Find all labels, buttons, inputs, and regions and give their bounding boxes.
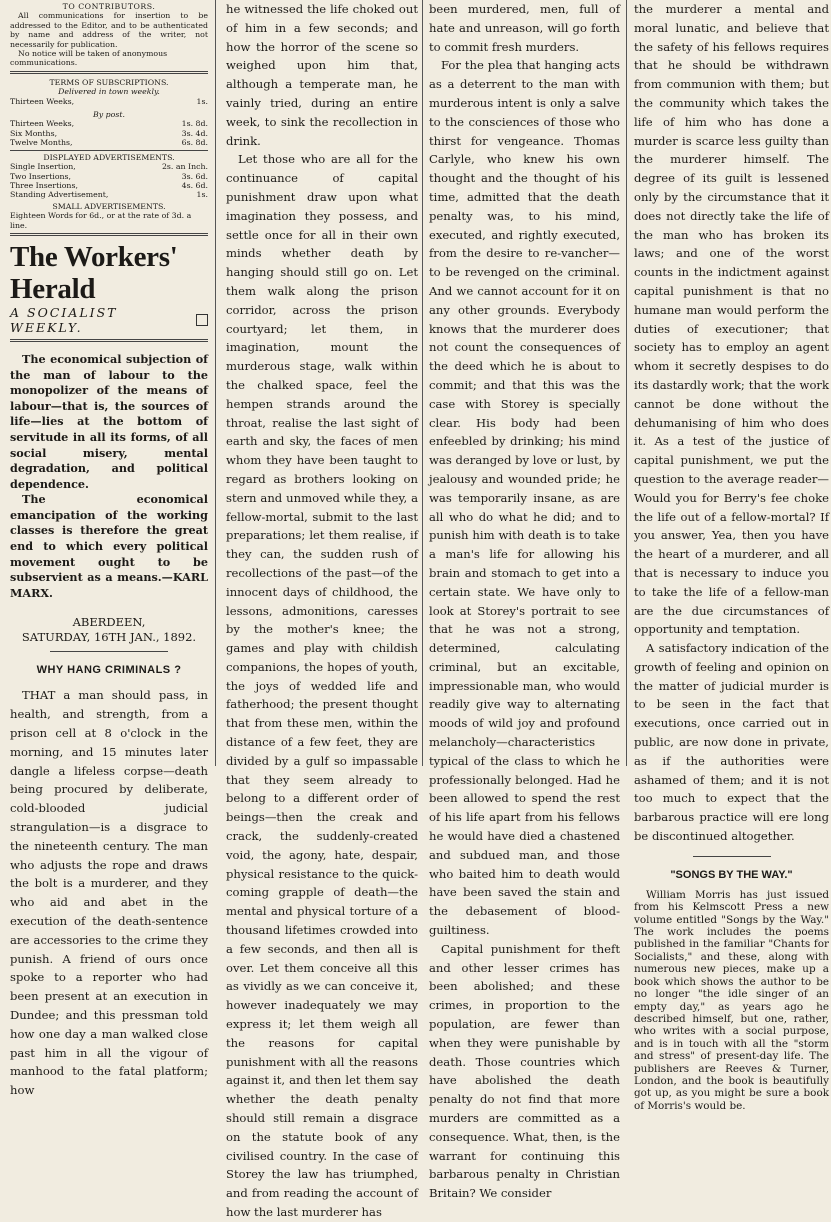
subscriptions-heading: TERMS OF SUBSCRIPTIONS. xyxy=(49,77,169,87)
column-1 xyxy=(0,0,212,1098)
anonymous-notice: No notice will be taken of anonymous communications. xyxy=(10,49,168,68)
rate-row: Six Months, 3s. 4d. xyxy=(10,128,208,138)
column-4 xyxy=(630,0,831,1112)
masthead-tagline xyxy=(10,305,208,335)
article-text xyxy=(226,0,418,1222)
divider xyxy=(50,651,169,652)
rate-row: Standing Advertisement, 1s. xyxy=(10,190,208,200)
article-paragraph: Capital punishment for theft and other lesser crimes has been abolished; and these crimes, in proportion to the population, are fewer than when they were punishable by death. Those countries which have abolished the death penalty do not find that more murders are committed as a consequence. What, then, is the warrant for continuing this barbarous penalty in Christian Britain? We consider xyxy=(429,941,620,1201)
rate-row: Thirteen Weeks, 1s. xyxy=(10,96,208,106)
masthead-title: The Workers' Herald xyxy=(10,240,178,305)
column-3 xyxy=(425,0,622,1201)
emblem-icon xyxy=(196,314,208,326)
post-heading: By post. xyxy=(93,110,125,120)
column-rule xyxy=(422,0,423,766)
displayed-ads-section xyxy=(10,153,208,230)
subscriptions-section xyxy=(10,78,208,148)
article-text xyxy=(634,0,829,846)
dateline xyxy=(10,615,208,645)
quote-paragraph: The economical emancipation of the working classes is therefore the great end to which every political movement ought to be subservient as a means.—KARL MARX. xyxy=(10,492,208,600)
marx-quote xyxy=(10,352,208,602)
article-paragraph: the murderer a mental and moral lunatic, and believe that the safety of his fellows requires that he should be withdrawn from communion with them; but the community which takes the life of him who has done a murder is scarce less guilty than the murderer himself. The degree of its guilt is lessened only by the circumstance that it does not directly take the life of the man who has broken its laws; and one of the worst counts in the indictment against capital punishment is that no humane man would perform the duties of executioner; that society has to employ an agent whom it secretly despises to do its dastardly work; that the work cannot be done without the dehumanising of him who does it. As a test of the justice of capital punishment, we put the question to the average reader—Would you for Berry's fee choke the life out of a fellow-mortal? If you answer, Yea, then you have the heart of a murderer, and all that is necessary to induce you to take the life of a fellow-man are the due circumstances of opportunity and temptation. xyxy=(634,2,829,637)
divider xyxy=(10,233,208,236)
divider xyxy=(693,856,771,857)
rate-row: Three Insertions, 4s. 6d. xyxy=(10,180,208,190)
subscriptions-subheading: Delivered in town weekly. xyxy=(58,87,160,97)
displayed-ads-heading: DISPLAYED ADVERTISEMENTS. xyxy=(43,152,175,162)
rate-row: Two Insertions, 3s. 6d. xyxy=(10,171,208,181)
songs-review xyxy=(634,889,829,1112)
article-paragraph: he witnessed the life choked out of him in a few seconds; and how the horror of the scene so weighed upon him that, although a temperate man, he vainly tried, during an entire week, to sink the recollection in drink. xyxy=(226,2,418,148)
divider xyxy=(10,150,208,151)
rate-row: Twelve Months, 6s. 8d. xyxy=(10,138,208,148)
divider xyxy=(10,339,208,342)
rate-row: Single Insertion, 2s. an Inch. xyxy=(10,162,208,172)
tagline-text: A SOCIALIST WEEKLY. xyxy=(10,304,118,335)
contributors-section xyxy=(10,2,208,68)
column-rule xyxy=(626,0,627,766)
article-paragraph: Let those who are all for the continuance of capital punishment draw upon what imagination they possess, and settle once for all in their own minds whether death by hanging should still go on. Let them walk along the prison corridor, across the prison courtyard; let them, in imagination, mount the murderous stage, walk within the chalked space, feel the hempen strands around the throat, realise the last sight of earth and sky, the faces of men whom they have been taught to regard as brothers looking on stern and unmoved while they, a fellow-mortal, submit to the last preparations; let them realise, if they can, the sudden rush of recollections of the past—of the innocent days of childhood, the lessons, admonitions, caresses by the mother's knee; the games and play with childish companions, the hopes of youth, the joys of wedded life and fatherhood; the present thought that from these men, within the distance of a few feet, they are divided by a gulf so impassable that they seem already to belong to a different order of beings—then the creak and crack, the suddenly-created void, the agony, hate, despair, physical resistance to the quick-coming grapple of death—the mental and physical torture of a thousand lifetimes crowded into a few seconds, and then all is over. Let them conceive all this as vividly as we can conceive it, however inadequately we may express it; let them weigh all the reasons for capital punishment with all the reasons against it, and then let them say whether the death penalty should still remain a disgrace on the statute book of any civilised country. In the case of Storey the law has triumphed, and from reading the account of how the last murderer has xyxy=(226,152,418,1219)
article-paragraph: For the plea that hanging acts as a deterrent to the man with murderous intent is only a salve to the consciences of those who thirst for vengeance. Thomas Carlyle, who knew his own thought and the thought of his time, admitted that the death penalty was, to his mind, executed, and rightly executed, from the desire to re-vancher—to be revenged on the criminal. And we cannot account for it on any other grounds. Everybody knows that the murderer does not count the consequences of the deed which he is about to commit; and that this was the case with Storey is specially clear. His body had been enfeebled by drinking; his mind was deranged by love or lust, by jealousy and wounded pride; he was temporarily insane, as are all who do what he did; and to punish him with death is to take a man's life for allowing his brain and stomach to get into a certain state. We have only to look at Storey's portrait to see that he was not a strong, determined, calculating criminal, but an excitable, impressionable man, who would readily give way to alternating moods of wild joy and profound melancholy—characteristics typical of the class to which he professionally belonged. Had he been allowed to spend the rest of his life apart from his fellows he would have died a chastened and subdued man, and those who baited him to death would have been saved the stain and the debasement of blood-guiltiness. xyxy=(429,58,620,938)
article-text xyxy=(429,0,620,1203)
contributors-heading: TO CONTRIBUTORS. xyxy=(62,2,156,11)
contributors-notice: All communications for insertion to be addressed to the Editor, and to be authenticated by name and address of the writer, not necessarily for publication. xyxy=(10,11,208,49)
article-headline: WHY HANG CRIMINALS ? xyxy=(36,664,182,677)
songs-headline: "SONGS BY THE WAY." xyxy=(670,868,793,881)
divider xyxy=(10,71,208,74)
article-paragraph: A satisfactory indication of the growth of feeling and opinion on the matter of judicial murder is to be seen in the fact that executions, once carried out in public, are now done in private, as if the authorities were ashamed of them; and it is not too much to expect that the barbarous practice will ere long be discontinued altogether. xyxy=(634,641,829,844)
quote-paragraph: The economical subjection of the man of labour to the monopolizer of the means of labour—that is, the sources of life—lies at the bottom of servitude in all its forms, of all social misery, mental degradation, and political dependence. xyxy=(10,351,208,491)
dateline-place: ABERDEEN, xyxy=(72,615,146,630)
article-paragraph: been murdered, men, full of hate and unreason, will go forth to commit fresh murders. xyxy=(429,2,620,54)
small-ads-heading: SMALL ADVERTISEMENTS. xyxy=(52,201,166,211)
rate-row: Thirteen Weeks, 1s. 8d. xyxy=(10,119,208,129)
dateline-date: SATURDAY, 16TH JAN., 1892. xyxy=(21,630,197,645)
column-2 xyxy=(220,0,420,1219)
review-paragraph: William Morris has just issued from his Kelmscott Press a new volume entitled "Songs by the Way." The work includes the poems published in the familiar "Chants for Socialists," and these, along with numerous new pieces, make up a book which shows the author to be no longer "the idle singer of an empty day," as years ago he described himself, but one, rather, who writes with a social purpose, and is in touch with all the "storm and stress" of present-day life. The publishers are Reeves & Turner, London, and the book is beautifully got up, as you might be sure a book of Morris's would be. xyxy=(634,888,829,1112)
small-ads-text: Eighteen Words for 6d., or at the rate of 3d. a line. xyxy=(10,211,192,230)
article-text xyxy=(10,686,208,1100)
article-paragraph: THAT a man should pass, in health, and strength, from a prison cell at 8 o'clock in the morning, and 15 minutes later dangle a lifeless corpse—death being procured by deliberate, cold-blooded judicial strangulation—is a disgrace to the nineteenth century. The man who adjusts the rope and draws the bolt is a murderer, and they who aid and abet in the execution of the death-sentence are accessories to the crime they punish. A friend of ours once spoke to a reporter who had been present at an execution in Dundee; and this pressman told how one day a man walked close past him in all the vigour of manhood to the fatal platform; how xyxy=(10,688,208,1098)
column-rule xyxy=(215,0,216,766)
